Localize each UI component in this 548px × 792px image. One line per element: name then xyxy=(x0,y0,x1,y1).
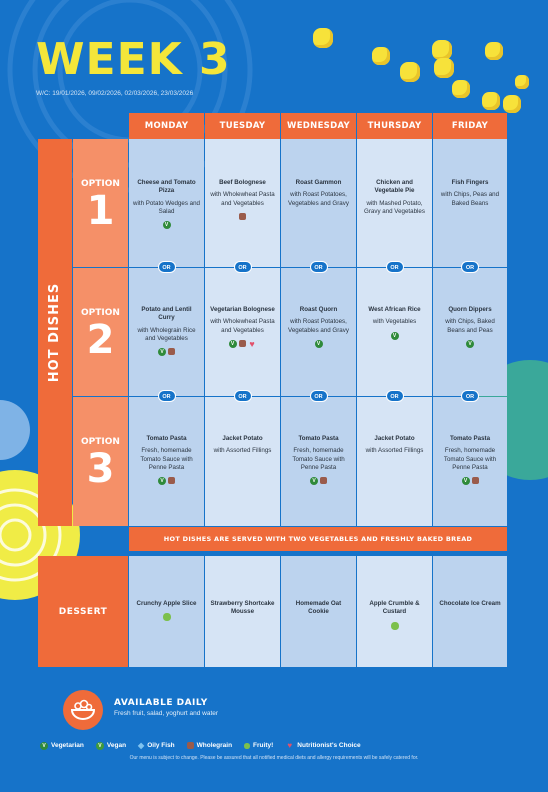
dessert-cell xyxy=(205,556,280,667)
dietary-icons xyxy=(209,340,276,348)
dish-description: with Roast Potatoes, Vegetables and Gravy xyxy=(288,191,349,207)
dessert-cell xyxy=(281,556,356,667)
hot-dishes-label: HOT DISHES xyxy=(47,282,63,383)
dish-name: Tomato Pasta xyxy=(298,435,339,442)
option-3-label xyxy=(73,397,128,526)
dessert-cell xyxy=(129,556,204,667)
dessert-name: Apple Crumble & Custard xyxy=(369,600,420,616)
legend-label: Vegan xyxy=(106,742,127,749)
dish-name: Beef Bolognese xyxy=(219,179,266,186)
dish-name: Tomato Pasta xyxy=(146,435,187,442)
menu-cell xyxy=(357,268,432,396)
available-daily-subtitle: Fresh fruit, salad, yoghurt and water xyxy=(114,710,219,717)
dietary-icons xyxy=(133,348,200,356)
menu-cell xyxy=(205,397,280,526)
dish-name: Roast Gammon xyxy=(295,179,342,186)
apple-icon xyxy=(244,743,250,749)
menu-cell xyxy=(281,139,356,267)
dish-description: with Wholewheat Pasta and Vegetables xyxy=(210,318,275,334)
dish-name: Jacket Potato xyxy=(222,435,263,442)
dietary-icons xyxy=(285,477,352,485)
menu-cell xyxy=(129,139,204,267)
wholegrain-icon xyxy=(187,742,194,749)
dish-description: with Assorted Fillings xyxy=(213,447,272,455)
dietary-icons xyxy=(437,340,503,348)
menu-cell xyxy=(433,397,507,526)
corn-kernel-decoration xyxy=(503,95,521,113)
vegetarian-icon: V xyxy=(462,477,470,485)
dish-name: Jacket Potato xyxy=(374,435,415,442)
dish-description: Fresh, homemade Tomato Sauce with Penne Pasta xyxy=(443,447,497,472)
dietary-icons xyxy=(361,622,428,630)
corn-kernel-decoration xyxy=(313,28,333,48)
legend-label: Oily Fish xyxy=(147,742,175,749)
menu-cell xyxy=(433,268,507,396)
menu-cell xyxy=(129,268,204,396)
dish-name: Vegetarian Bolognese xyxy=(210,306,275,313)
menu-cell xyxy=(205,139,280,267)
dish-description: with Assorted Fillings xyxy=(365,447,424,455)
option-number: 1 xyxy=(86,188,115,234)
corn-kernel-decoration xyxy=(432,40,452,60)
option-label-text: OPTION xyxy=(81,308,120,318)
dessert-name: Homemade Oat Cookie xyxy=(295,600,342,616)
dish-name: Tomato Pasta xyxy=(449,435,491,442)
vegetarian-icon: V xyxy=(391,332,399,340)
corn-kernel-decoration xyxy=(485,42,503,60)
corn-kernel-decoration xyxy=(482,92,500,110)
legend-item-wholegrain xyxy=(187,742,232,749)
dish-description: with Mashed Potato, Gravy and Vegetables xyxy=(364,199,425,216)
dish-name: Chicken and Vegetable Pie xyxy=(374,179,415,195)
hot-dishes-note: HOT DISHES ARE SERVED WITH TWO VEGETABLES AND FRESHLY BAKED BREAD xyxy=(129,527,507,551)
legend-label: Fruity! xyxy=(253,742,274,749)
vegetarian-icon: V xyxy=(163,221,171,229)
hot-dishes-label-wrap xyxy=(38,139,72,526)
or-badge: OR xyxy=(461,261,479,273)
dietary-icons xyxy=(209,213,276,220)
dietary-icons xyxy=(133,613,200,621)
dish-description: Fresh, homemade Tomato Sauce with Penne Pasta xyxy=(292,447,345,472)
option-number: 2 xyxy=(86,317,115,363)
or-badge: OR xyxy=(386,390,404,402)
fish-icon: ◆ xyxy=(138,741,145,750)
dish-name: West African Rice xyxy=(368,306,421,313)
dessert-name: Strawberry Shortcake Mousse xyxy=(210,600,275,616)
legend-label: Vegetarian xyxy=(51,742,84,749)
vegetarian-icon: V xyxy=(466,340,474,348)
dish-name: Fish Fingers xyxy=(451,179,489,186)
corn-kernel-decoration xyxy=(372,47,390,65)
week-commencing-dates: W/C: 19/01/2026, 09/02/2026, 02/03/2026, 23/03/2026 xyxy=(36,90,194,97)
wholegrain-icon xyxy=(472,477,479,484)
menu-cell xyxy=(205,268,280,396)
dietary-icons xyxy=(361,332,428,340)
menu-cell xyxy=(129,397,204,526)
option-2-label xyxy=(73,268,128,396)
page-title: WEEK 3 xyxy=(36,34,231,85)
vegetarian-icon: V xyxy=(158,348,166,356)
legend-item-vegan xyxy=(96,742,126,750)
menu-cell xyxy=(357,139,432,267)
option-1-label xyxy=(73,139,128,267)
day-header-monday: MONDAY xyxy=(129,113,204,139)
dish-name: Roast Quorn xyxy=(299,306,338,313)
dish-description: Fresh, homemade Tomato Sauce with Penne Pasta xyxy=(140,447,193,472)
day-header-tuesday: TUESDAY xyxy=(205,113,280,139)
dessert-cell xyxy=(357,556,432,667)
option-number: 3 xyxy=(86,446,115,492)
wholegrain-icon xyxy=(168,477,175,484)
legend-item-oily-fish xyxy=(138,741,175,750)
dessert-name: Crunchy Apple Slice xyxy=(136,600,197,607)
or-badge: OR xyxy=(234,390,252,402)
dish-name: Cheese and Tomato Pizza xyxy=(137,179,196,195)
vegetarian-icon: V xyxy=(315,340,323,348)
legend xyxy=(40,741,510,750)
day-header-friday: FRIDAY xyxy=(433,113,507,139)
menu-cell xyxy=(357,397,432,526)
corn-kernel-decoration xyxy=(400,62,420,82)
footnote: Our menu is subject to change. Please be assured that all notified medical diets and allergy requirements will be safely catered for. xyxy=(129,755,419,761)
or-badge: OR xyxy=(310,390,328,402)
corn-kernel-decoration xyxy=(515,75,529,89)
legend-item-vegetarian xyxy=(40,742,84,750)
dish-description: with Wholewheat Pasta and Vegetables xyxy=(210,191,275,207)
legend-label: Nutritionist's Choice xyxy=(297,742,361,749)
or-badge: OR xyxy=(158,390,176,402)
option-label-text: OPTION xyxy=(81,179,120,189)
menu-cell xyxy=(281,268,356,396)
available-daily-title: AVAILABLE DAILY xyxy=(114,698,208,708)
dietary-icons xyxy=(285,340,352,348)
legend-item-nutritionist xyxy=(285,742,360,750)
dish-description: with Roast Potatoes, Vegetables and Gravy xyxy=(288,318,349,334)
dish-name: Potato and Lentil Curry xyxy=(141,306,192,322)
wholegrain-icon xyxy=(168,348,175,355)
or-badge: OR xyxy=(234,261,252,273)
or-badge: OR xyxy=(310,261,328,273)
apple-icon xyxy=(163,613,171,621)
corn-kernel-decoration xyxy=(452,80,470,98)
vegetarian-icon: V xyxy=(229,340,237,348)
vegetarian-icon: V xyxy=(40,742,48,750)
dessert-label: DESSERT xyxy=(38,556,128,667)
day-header-thursday: THURSDAY xyxy=(357,113,432,139)
wholegrain-icon xyxy=(239,340,246,347)
dietary-icons xyxy=(133,477,200,485)
dish-description: with Vegetables xyxy=(372,318,417,326)
or-badge: OR xyxy=(461,390,479,402)
vegetarian-icon: V xyxy=(158,477,166,485)
day-header-wednesday: WEDNESDAY xyxy=(281,113,356,139)
menu-cell xyxy=(281,397,356,526)
wholegrain-icon xyxy=(239,213,246,220)
dessert-name: Chocolate Ice Cream xyxy=(439,600,501,607)
legend-label: Wholegrain xyxy=(196,742,233,749)
dessert-cell xyxy=(433,556,507,667)
heart-icon: ♥ xyxy=(249,339,255,350)
dish-description: with Wholegrain Rice and Vegetables xyxy=(137,326,196,343)
dish-name: Quorn Dippers xyxy=(448,306,492,313)
vegetarian-icon: V xyxy=(310,477,318,485)
or-badge: OR xyxy=(158,261,176,273)
apple-icon xyxy=(391,622,399,630)
dietary-icons xyxy=(437,477,503,485)
heart-icon: ♥ xyxy=(287,740,293,750)
salad-bowl-icon xyxy=(63,690,103,730)
or-badge: OR xyxy=(386,261,404,273)
menu-cell xyxy=(433,139,507,267)
dish-description: with Chips, Peas and Baked Beans xyxy=(440,191,500,207)
dish-description: with Potato Wedges and Salad xyxy=(133,199,200,216)
dietary-icons xyxy=(133,221,200,229)
legend-item-fruity xyxy=(244,742,273,749)
corn-kernel-decoration xyxy=(434,58,454,78)
vegan-icon: V xyxy=(96,742,104,750)
wholegrain-icon xyxy=(320,477,327,484)
option-label-text: OPTION xyxy=(81,437,120,447)
dish-description: with Chips, Baked Beans and Peas xyxy=(445,318,495,334)
